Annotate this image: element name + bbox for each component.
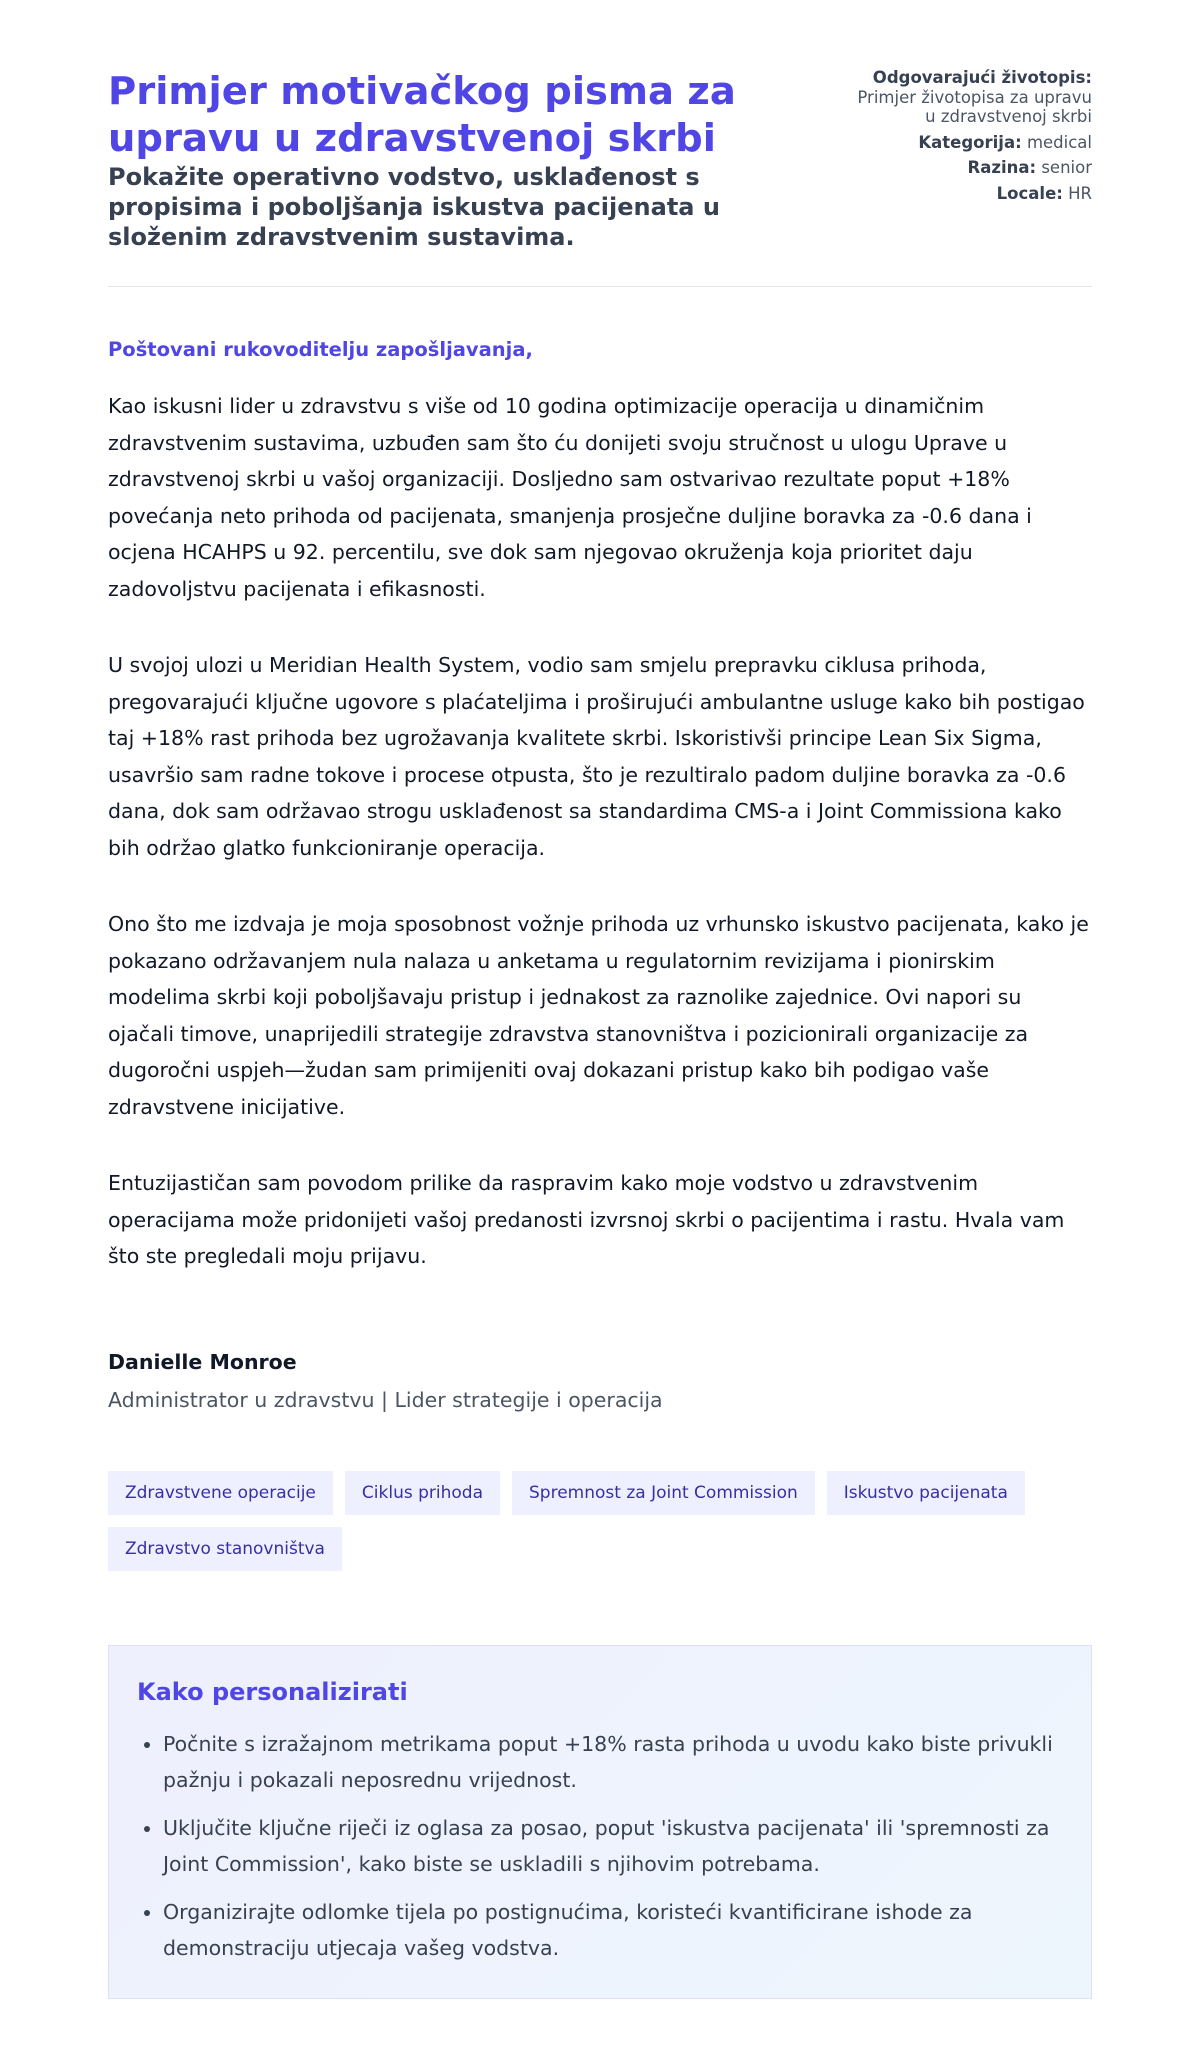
tips-title: Kako personalizirati (137, 1677, 408, 1706)
page-header (108, 68, 1092, 287)
letter-body (108, 337, 1092, 1415)
skill-tag: Ciklus prihoda (345, 1471, 500, 1515)
tip-item: • Počnite s izražajnom metrikama poput +18% rasta prihoda u uvodu kako biste privukli pažnju i pokazali neposrednu vrijednost. (163, 1726, 1063, 1798)
tips-list (137, 1726, 1063, 1966)
tip-item: • Organizirajte odlomke tijela po postignućima, koristeći kvantificirane ishode za demonstraciju utjecaja vašeg vodstva. (163, 1894, 1063, 1966)
meta-resume-label: Odgovarajući životopis: (872, 68, 1092, 87)
meta-category (792, 133, 1092, 153)
page-title: Primjer motivačkog pisma za upravu u zdravstvenoj skrbi (108, 69, 736, 161)
meta-level-value: senior (1041, 158, 1092, 177)
meta-level-label: Razina: (967, 158, 1037, 177)
letter-paragraph: Entuzijastičan sam povodom prilike da raspravim kako moje vodstvo u zdravstvenim operacijama može pridonijeti vašoj predanosti izvrsnoj skrbi o pacijentima i rastu. Hvala vam što ste pregledali moju prijavu. (108, 1171, 1065, 1268)
salutation: Poštovani rukovoditelju zapošljavanja, (108, 338, 533, 361)
signature-name: Danielle Monroe (108, 1349, 297, 1374)
page-subtitle: Pokažite operativno vodstvo, usklađenost s propisima i poboljšanja iskustva pacijenata u složenim zdravstvenim sustavima. (108, 163, 720, 251)
meta-panel (792, 68, 1092, 209)
personalization-tips (108, 1645, 1092, 1999)
meta-resume-value: Primjer životopisa za upravu u zdravstvenoj skrbi (857, 87, 1092, 126)
header-titles (108, 68, 788, 252)
skill-tag: Zdravstvene operacije (108, 1471, 333, 1515)
meta-resume (792, 68, 1092, 127)
meta-category-value: medical (1026, 132, 1092, 152)
meta-locale (792, 184, 1092, 204)
meta-locale-value: HR (1068, 183, 1092, 203)
meta-category-label: Kategorija: (918, 132, 1022, 152)
meta-locale-label: Locale: (996, 183, 1063, 203)
tip-item: • Uključite ključne riječi iz oglasa za posao, poput 'iskustva pacijenata' ili 'spremnosti za Joint Commission', kako biste se uskladili s njihovim potrebama. (163, 1810, 1063, 1882)
meta-level (792, 158, 1092, 178)
letter-paragraph: Kao iskusni lider u zdravstvu s više od 10 godina optimizacije operacija u dinamičnim zdravstvenim sustavima, uzbuđen sam što ću donijeti svoju stručnost u ulogu Uprave u zdravstvenoj skrbi u vašoj organizaciji. Dosljedno sam ostvarivao rezultate poput +18% povećanja neto prihoda od pacijenata, smanjenja prosječne duljine boravka za -0.6 dana i ocjena HCAHPS u 92. percentilu, sve dok sam njegovao okruženja koja prioritet daju zadovoljstvu pacijenata i efikasnosti. (108, 394, 1032, 601)
skill-tags (108, 1471, 1092, 1571)
letter-paragraph: Ono što me izdvaja je moja sposobnost vožnje prihoda uz vrhunsko iskustvo pacijenata, kako je pokazano održavanjem nula nalaza u anketama u regulatornim revizijama i pionirskim modelima skrbi koji poboljšavaju pristup i jednakost za raznolike zajednice. Ovi napori su ojačali timove, unaprijedili strategije zdravstva stanovništva i pozicionirali organizacije za dugoročni uspjeh—žudan sam primijeniti ovaj dokazani pristup kako bih podigao vaše zdravstvene inicijative. (108, 912, 1089, 1119)
skill-tag: Spremnost za Joint Commission (512, 1471, 815, 1515)
skill-tag: Iskustvo pacijenata (827, 1471, 1025, 1515)
letter-paragraph: U svojoj ulozi u Meridian Health System, vodio sam smjelu prepravku ciklusa prihoda, pregovarajući ključne ugovore s plaćateljima i proširujući ambulantne usluge kako bih postigao taj +18% rast prihoda bez ugrožavanja kvalitete skrbi. Iskoristivši principe Lean Six Sigma, usavršio sam radne tokove i procese otpusta, što je rezultiralo padom duljine boravka za -0.6 dana, dok sam održavao strogu usklađenost sa standardima CMS-a i Joint Commissiona kako bih održao glatko funkcioniranje operacija. (108, 653, 1085, 860)
skill-tag: Zdravstvo stanovništva (108, 1527, 342, 1571)
signature-role: Administrator u zdravstvu | Lider strategije i operacija (108, 1387, 663, 1412)
